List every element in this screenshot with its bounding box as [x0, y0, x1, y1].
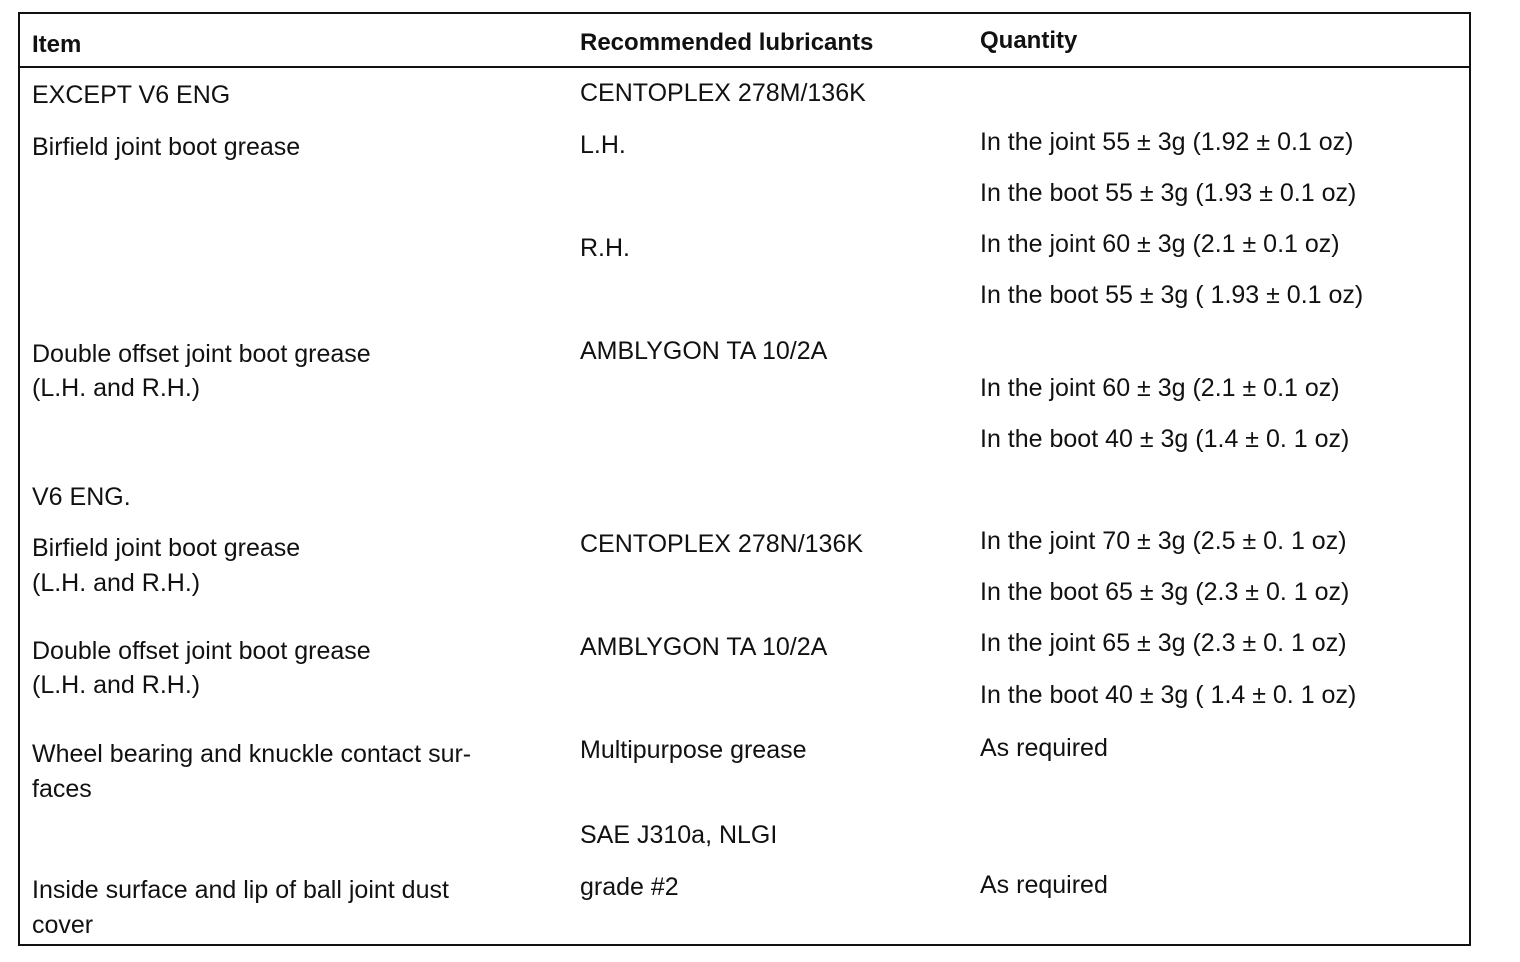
item-cell: Wheel bearing and knuckle contact sur-	[32, 740, 472, 768]
quantity-cell: In the joint 60 ± 3g (2.1 ± 0.1 oz)	[980, 374, 1340, 402]
item-cell: (L.H. and R.H.)	[32, 671, 201, 699]
quantity-cell: In the boot 40 ± 3g ( 1.4 ± 0. 1 oz)	[980, 681, 1357, 709]
quantity-cell: In the joint 60 ± 3g (2.1 ± 0.1 oz)	[980, 230, 1340, 258]
quantity-cell: As required	[980, 734, 1108, 762]
item-cell: Birfield joint boot grease	[32, 133, 301, 161]
item-cell: faces	[32, 775, 92, 803]
quantity-cell: In the joint 70 ± 3g (2.5 ± 0. 1 oz)	[980, 527, 1347, 555]
lubricant-cell: Multipurpose grease	[580, 736, 807, 764]
lubricant-cell: CENTOPLEX 278N/136K	[580, 530, 864, 558]
item-cell: Inside surface and lip of ball joint dust	[32, 876, 449, 904]
lubricant-cell: CENTOPLEX 278M/136K	[580, 79, 866, 107]
quantity-cell: In the boot 40 ± 3g (1.4 ± 0. 1 oz)	[980, 425, 1350, 453]
quantity-cell: In the boot 65 ± 3g (2.3 ± 0. 1 oz)	[980, 578, 1350, 606]
lubricant-cell: AMBLYGON TA 10/2A	[580, 633, 828, 661]
item-cell: cover	[32, 911, 94, 939]
quantity-cell: In the joint 65 ± 3g (2.3 ± 0. 1 oz)	[980, 629, 1347, 657]
lubricant-cell: SAE J310a, NLGI	[580, 821, 778, 849]
quantity-cell: In the boot 55 ± 3g ( 1.93 ± 0.1 oz)	[980, 281, 1364, 309]
header-item: Item	[32, 31, 82, 58]
quantity-cell: In the boot 55 ± 3g (1.93 ± 0.1 oz)	[980, 179, 1357, 207]
item-cell: Double offset joint boot grease	[32, 340, 371, 368]
lubricant-cell: AMBLYGON TA 10/2A	[580, 337, 828, 365]
header-divider	[18, 66, 1471, 68]
lubricant-cell: R.H.	[580, 234, 630, 262]
item-cell: (L.H. and R.H.)	[32, 569, 201, 597]
item-cell: (L.H. and R.H.)	[32, 374, 201, 402]
item-cell: Double offset joint boot grease	[32, 637, 371, 665]
item-cell: EXCEPT V6 ENG	[32, 81, 231, 109]
header-quantity: Quantity	[980, 27, 1078, 54]
quantity-cell: As required	[980, 871, 1108, 899]
quantity-cell: In the joint 55 ± 3g (1.92 ± 0.1 oz)	[980, 128, 1354, 156]
item-cell: Birfield joint boot grease	[32, 534, 301, 562]
lubricant-cell: L.H.	[580, 131, 626, 159]
item-cell: V6 ENG.	[32, 483, 131, 511]
lubricant-cell: grade #2	[580, 873, 679, 901]
header-lubricant: Recommended lubricants	[580, 29, 874, 56]
